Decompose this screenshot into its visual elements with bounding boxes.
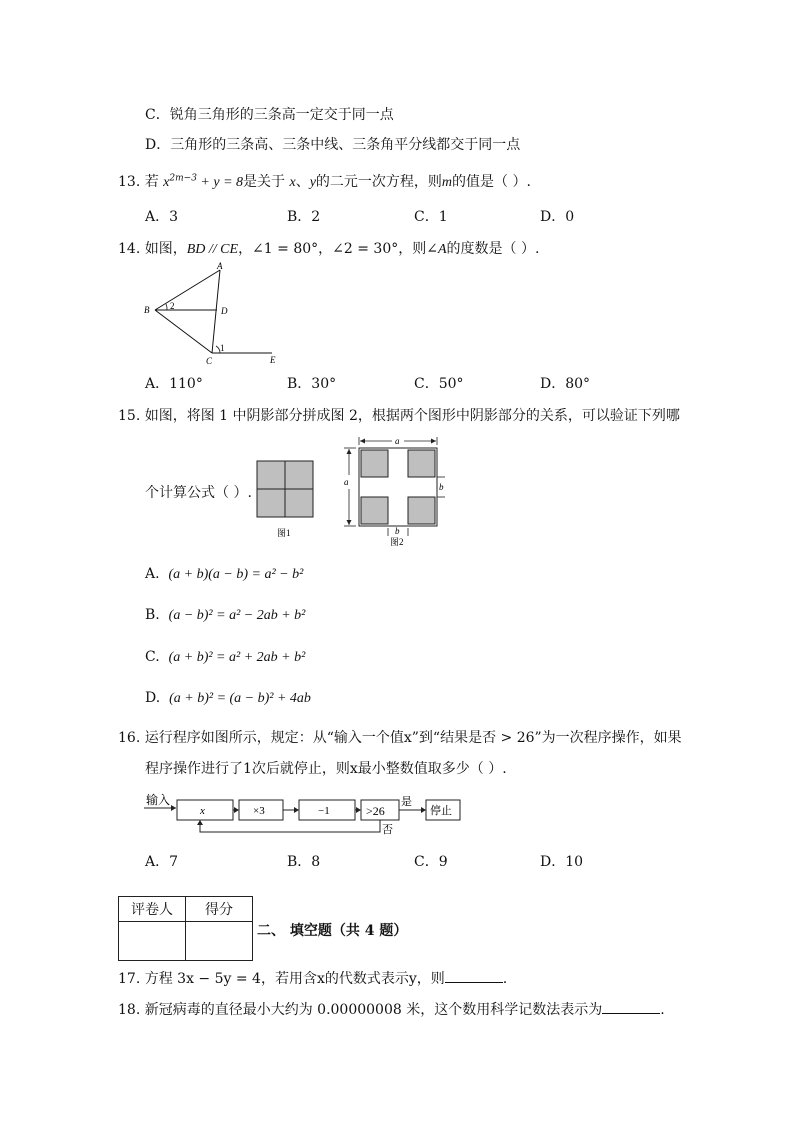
grader-header: 评卷人 bbox=[119, 897, 186, 922]
q17-number: 17. bbox=[118, 971, 141, 987]
q18-number: 18. bbox=[118, 1002, 141, 1018]
q15-option-c: C. (a + b)² = a² + 2ab + b² bbox=[145, 649, 306, 665]
q14-option-a: A．110° bbox=[145, 376, 203, 392]
q16-option-c: C．9 bbox=[414, 854, 448, 870]
q16-flow-yes: 是 bbox=[401, 796, 412, 808]
q15-dim-b-bottom: b bbox=[395, 526, 400, 536]
q16-flow-input-label: 输入 bbox=[146, 793, 171, 807]
q15-dim-a-top: a bbox=[395, 436, 400, 446]
q17-answer-blank[interactable] bbox=[445, 982, 503, 983]
q13-var-m: m bbox=[441, 175, 453, 190]
q13-option-b: B．2 bbox=[287, 209, 321, 225]
q13-post: 是关于 bbox=[243, 174, 286, 190]
q13-sep: 、 bbox=[295, 174, 310, 190]
q13-post3: 的值是（ ）. bbox=[452, 174, 531, 190]
q12-option-c: C．锐角三角形的三条高一定交于同一点 bbox=[145, 107, 394, 123]
q15-option-c-formula: (a + b)² = a² + 2ab + b² bbox=[168, 650, 306, 665]
q14-angle-a: A bbox=[437, 242, 447, 257]
q16-stem-line1 bbox=[118, 727, 682, 747]
q13-stem bbox=[118, 171, 531, 191]
q14-label-a: A bbox=[217, 261, 223, 271]
q14-stem bbox=[118, 238, 539, 258]
q14-parallel: BD // CE bbox=[186, 242, 239, 257]
q15-line1: 如图，将图 1 中阴影部分拼成图 2，根据两个图形中阴影部分的关系，可以验证下列哪 bbox=[144, 408, 680, 424]
q16-option-b: B．8 bbox=[287, 854, 321, 870]
score-cell bbox=[186, 922, 253, 961]
q15-dim-b-right: b bbox=[439, 482, 444, 492]
q14-label-e: E bbox=[270, 355, 276, 365]
q16-number: 16. bbox=[118, 730, 141, 746]
q14-label-c: C bbox=[206, 356, 213, 366]
q17-stem: 17. 方程 3x − 5y = 4，若用含x的代数式表示y，则 . bbox=[118, 971, 508, 987]
q14-option-d: D．80° bbox=[540, 376, 591, 392]
q15-option-b-formula: (a − b)² = a² − 2ab + b² bbox=[168, 608, 306, 623]
q15-stem-line1 bbox=[118, 405, 680, 425]
q15-option-b: B. (a − b)² = a² − 2ab + b² bbox=[145, 607, 306, 623]
q13-option-a: A．3 bbox=[145, 209, 179, 225]
q16-flow-x: x bbox=[200, 805, 205, 817]
q13-x: x bbox=[163, 175, 170, 190]
q15-fig2-caption: 图2 bbox=[390, 537, 404, 547]
q16-flow-minus1: −1 bbox=[318, 805, 330, 817]
section2-title: 二、 填空题（共 4 题） bbox=[257, 923, 408, 939]
q18-text: 新冠病毒的直径最小大约为 0.00000008 米，这个数用科学记数法表示为 bbox=[144, 1002, 603, 1018]
grader-cell bbox=[119, 922, 186, 961]
q15-option-a-formula: (a + b)(a − b) = a² − b² bbox=[168, 567, 304, 582]
q12-option-d: D．三角形的三条高、三条中线、三条角平分线都交于同一点 bbox=[145, 137, 521, 153]
q16-option-a: A．7 bbox=[145, 854, 179, 870]
q14-text-a: 如图， bbox=[144, 241, 187, 257]
q16-flow-gt26: >26 bbox=[366, 804, 385, 818]
q14-text-b: ，∠1 = 80°，∠2 = 30°，则∠ bbox=[238, 241, 438, 257]
q14-option-c: C．50° bbox=[414, 376, 464, 392]
q14-angle-2-label: 2 bbox=[170, 301, 175, 311]
score-header: 得分 bbox=[186, 897, 253, 922]
q16-flow-stop: 停止 bbox=[430, 805, 452, 817]
q18-answer-blank[interactable] bbox=[602, 1013, 660, 1014]
grader-table bbox=[118, 896, 253, 961]
q14-label-d: D bbox=[221, 306, 228, 316]
q15-number: 15. bbox=[118, 408, 141, 424]
q16-flow-no: 否 bbox=[382, 824, 393, 836]
q15-option-a: A. (a + b)(a − b) = a² − b² bbox=[145, 566, 304, 582]
q14-angle-1-label: 1 bbox=[220, 343, 225, 353]
q18-stem: 18. 新冠病毒的直径最小大约为 0.00000008 米，这个数用科学记数法表示为 . bbox=[118, 1002, 665, 1018]
q15-stem-line2: 个计算公式（ ）. bbox=[145, 485, 252, 501]
q13-equation: + y = 8 bbox=[196, 175, 244, 190]
q14-option-b: B．30° bbox=[287, 376, 337, 392]
q14-label-b: B bbox=[144, 305, 150, 315]
q15-option-d-formula: (a + b)² = (a − b)² + 4ab bbox=[169, 691, 311, 706]
q16-flow-times3: ×3 bbox=[253, 805, 265, 817]
q13-option-d: D．0 bbox=[540, 209, 575, 225]
q13-number: 13. bbox=[118, 174, 141, 190]
q13-exponent: 2m−3 bbox=[169, 173, 197, 184]
q15-fig1-caption: 图1 bbox=[277, 528, 291, 538]
q16-stem-line2: 程序操作进行了1次后就停止，则x最小整数值取多少（ ）. bbox=[145, 761, 507, 777]
q13-option-c: C．1 bbox=[414, 209, 448, 225]
q16-flowchart bbox=[140, 788, 470, 838]
q13-var-y: y bbox=[309, 175, 316, 190]
q16-line1: 运行程序如图所示，规定：从“输入一个值x”到“结果是否 > 26”为一次程序操作，如果 bbox=[144, 730, 682, 746]
q15-figures bbox=[252, 433, 452, 551]
q14-triangle-figure bbox=[140, 260, 290, 368]
q15-option-d: D. (a + b)² = (a − b)² + 4ab bbox=[145, 690, 311, 706]
q17-text: 方程 3x − 5y = 4，若用含x的代数式表示y，则 bbox=[144, 971, 445, 987]
q15-dim-a-left: a bbox=[344, 477, 349, 487]
q16-option-d: D．10 bbox=[540, 854, 584, 870]
q14-text-c: 的度数是（ ）. bbox=[446, 241, 540, 257]
q13-var-x: x bbox=[289, 175, 296, 190]
q13-pre: 若 bbox=[144, 174, 159, 190]
q13-post2: 的二元一次方程，则 bbox=[315, 174, 442, 190]
q14-number: 14. bbox=[118, 241, 141, 257]
